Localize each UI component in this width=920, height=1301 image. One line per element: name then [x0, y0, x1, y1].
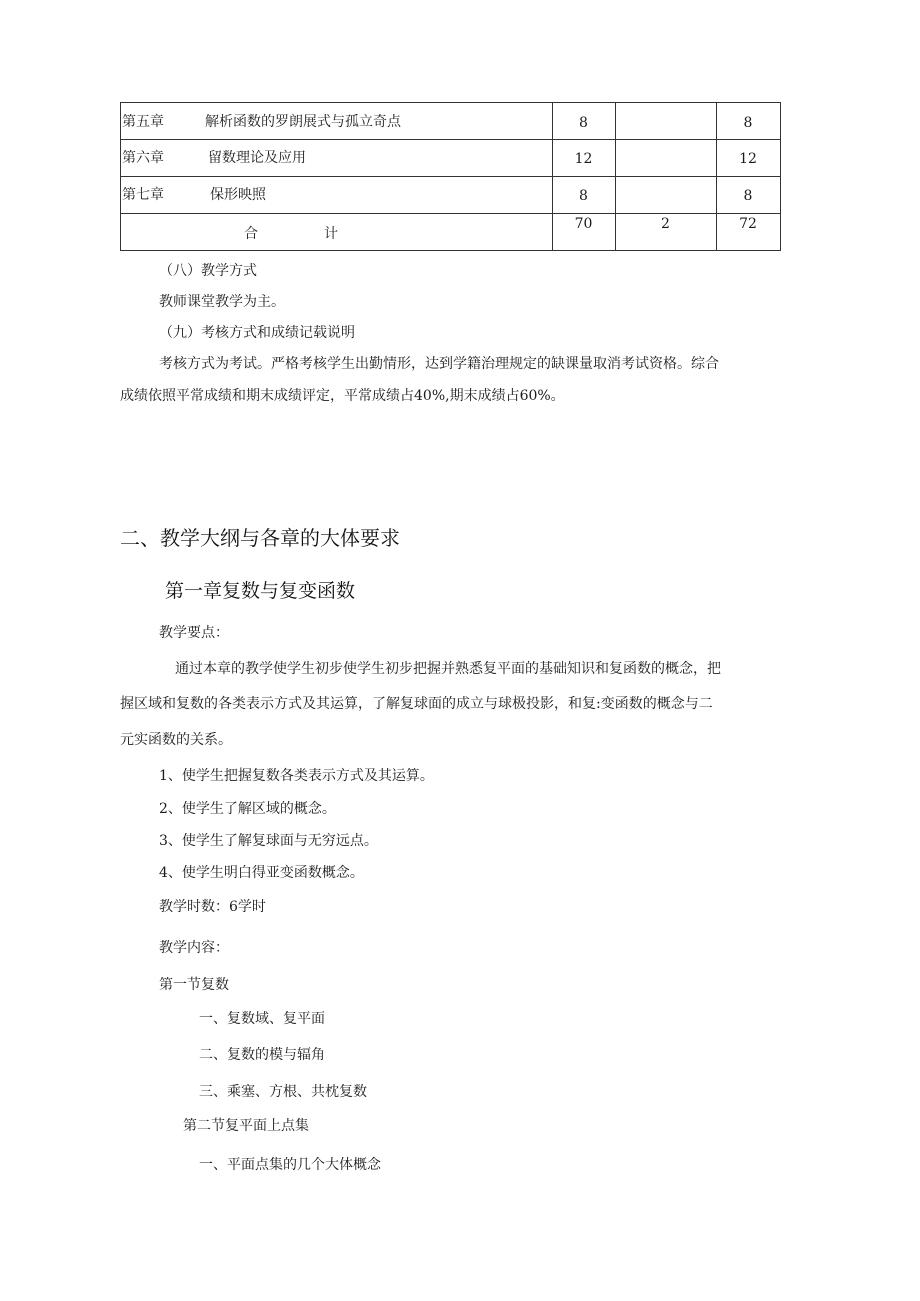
- table-cell-lecture-hours: 8: [579, 115, 588, 131]
- table-rule: [120, 213, 781, 214]
- list-item: 1、使学生把握复数各类表示方式及其运算。: [159, 768, 434, 784]
- table-rule: [120, 139, 781, 140]
- content-label: 教学内容：: [159, 940, 229, 956]
- table-rule: [120, 176, 781, 177]
- table-rule: [780, 102, 781, 251]
- table-cell-lecture-hours: 12: [574, 151, 593, 167]
- table-cell-chapter: 第六章: [122, 150, 164, 166]
- table-cell-chapter: 第五章: [122, 114, 164, 130]
- teaching-hours: 教学时数：6学时: [159, 899, 266, 915]
- list-item: 二、复数的模与辐角: [199, 1047, 325, 1063]
- table-rule: [120, 102, 781, 103]
- table-cell-total-hours: 8: [743, 188, 753, 204]
- section-title: 第一节复数: [159, 977, 229, 993]
- section-heading: （九）考核方式和成绩记载说明: [159, 325, 355, 341]
- list-item: 4、使学生明白得亚变函数概念。: [159, 865, 364, 881]
- list-item: 一、复数域、复平面: [199, 1011, 325, 1027]
- list-item: 三、乘塞、方根、共枕复数: [199, 1084, 367, 1100]
- list-item: 2、使学生了解区域的概念。: [159, 801, 336, 817]
- section-heading: （八）教学方式: [159, 263, 257, 279]
- paragraph-line: 握区域和复数的各类表示方式及其运算，了解复球面的成立与球极投影，和复:变函数的概念与二: [120, 696, 713, 712]
- section-title: 第二节复平面上点集: [183, 1118, 309, 1134]
- table-total-lecture-hours: 70: [574, 216, 593, 232]
- table-total-hours: 72: [739, 216, 757, 232]
- table-cell-lecture-hours: 8: [579, 188, 588, 204]
- hours-table: [120, 102, 781, 251]
- table-total-label: 计: [324, 226, 338, 242]
- table-cell-title: 留数理论及应用: [208, 150, 306, 166]
- table-rule: [120, 250, 781, 251]
- table-total-label: 合: [244, 226, 258, 242]
- table-cell-total-hours: 8: [743, 115, 753, 131]
- table-cell-title: 保形映照: [210, 187, 266, 203]
- table-cell-chapter: 第七章: [122, 187, 164, 203]
- table-cell-total-hours: 12: [739, 151, 757, 167]
- points-label: 教学要点：: [159, 625, 229, 641]
- paragraph-line: 成绩依照平常成绩和期末成绩评定，平常成绩占40%,期末成绩占60%。: [120, 388, 565, 404]
- chapter-title: 第一章复数与复变函数: [165, 580, 356, 602]
- table-total-other-hours: 2: [661, 216, 670, 232]
- paragraph-line: 元实函数的关系。: [120, 732, 232, 748]
- paragraph: 教师课堂教学为主。: [159, 294, 285, 310]
- table-cell-title: 解析函数的罗朗展式与孤立奇点: [205, 114, 401, 130]
- paragraph-line: 通过本章的教学使学生初步使学生初步把握并熟悉复平面的基础知识和复函数的概念，把: [175, 661, 721, 677]
- paragraph-line: 考核方式为考试。严格考核学生出勤情形，达到学籍治理规定的缺课量取消考试资格。综合: [159, 356, 719, 372]
- list-item: 一、平面点集的几个大体概念: [199, 1157, 381, 1173]
- part-title: 二、教学大纲与各章的大体要求: [120, 526, 400, 550]
- table-rule: [120, 102, 121, 251]
- list-item: 3、使学生了解复球面与无穷远点。: [159, 833, 378, 849]
